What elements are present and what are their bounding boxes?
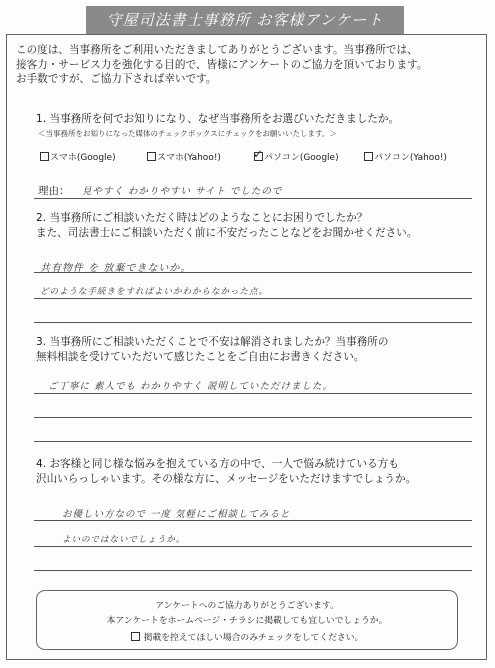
- checkmark-icon: ✓: [253, 147, 264, 161]
- answer-line: [34, 570, 472, 571]
- question-4-line-1: 4. お客様と同じ様な悩みを抱えている方の中で、一人で悩み続けている方も: [36, 458, 399, 470]
- question-1: 1. 当事務所を何でお知りになり、なぜ当事務所をお選びいただきましたか。: [36, 113, 400, 125]
- reason-label: 理由：: [38, 185, 70, 197]
- option-label: スマホ(Google): [50, 153, 116, 163]
- answer-line: [34, 520, 472, 521]
- question-3-line-1: 3. 当事務所にご相談いただくことで不安は解消されましたか？当事務所の: [36, 336, 389, 348]
- question-2-line-2: また、司法書士にご相談いただく前に不安だったことなどをお聞かせください。: [36, 227, 418, 239]
- consent-box: [36, 590, 458, 650]
- footer-thanks: アンケートへのご協力ありがとうございます。: [155, 601, 339, 611]
- option-label: パソコン(Google): [264, 153, 339, 163]
- option-smartphone-yahoo[interactable]: [147, 150, 221, 163]
- option-smartphone-google[interactable]: [40, 150, 116, 163]
- survey-title: 守屋司法書士事務所 お客様アンケート: [106, 11, 384, 29]
- question-2-line-1: 2. 当事務所にご相談いただく時はどのようなことにお困りでしたか？: [36, 212, 368, 224]
- media-options: [32, 147, 472, 168]
- option-pc-yahoo[interactable]: [364, 150, 447, 163]
- answer-line: [34, 417, 472, 418]
- opt-out-label: 掲載を控えてほしい場合のみチェックをしてください。: [143, 633, 364, 643]
- opt-out-checkbox[interactable]: [131, 632, 140, 641]
- question-4-line-2: 沢山いらっしゃいます。その様な方に、メッセージをいただけますでしょうか。: [36, 473, 417, 485]
- answer-line: [34, 298, 472, 299]
- question-4-answer-1: お優しい方なので 一度 気軽にご相談してみると: [62, 509, 291, 520]
- intro-line-2: 接客力・サービス力を強化する目的で、皆様にアンケートのご協力を頂いております。: [16, 58, 428, 71]
- answer-line: [34, 546, 472, 547]
- checkbox[interactable]: [147, 152, 156, 161]
- answer-line: [34, 441, 472, 442]
- answer-line: [34, 198, 472, 199]
- answer-line: [34, 322, 472, 323]
- answer-line: [34, 393, 472, 394]
- option-label: スマホ(Yahoo!): [157, 153, 221, 163]
- question-1-note: ＜当事務所をお知りになった媒体のチェックボックスにチェックをお願いいたします。＞: [38, 129, 337, 138]
- footer-permission: 本アンケートをホームページ・チラシに掲載しても宜しいでしょうか。: [106, 616, 388, 626]
- checkbox[interactable]: [364, 152, 373, 161]
- question-2-answer-2: どのような手続きをすればよいかわからなかった点。: [40, 287, 269, 297]
- question-3-line-2: 無料相談を受けていただいて感じたことをご自由にお書きください。: [36, 351, 365, 363]
- question-4-answer-2: よいのではないでしょうか。: [62, 535, 186, 545]
- option-label: パソコン(Yahoo!): [374, 153, 447, 163]
- intro-text: [16, 43, 486, 87]
- checkbox-checked[interactable]: [253, 147, 264, 161]
- intro-line-3: お手数ですが、ご協力下されば幸いです。: [16, 73, 217, 85]
- question-3-answer-1: ご丁寧に 素人でも わかりやすく 説明していただけました。: [48, 381, 334, 392]
- title-banner: [86, 6, 404, 34]
- reason-answer: 見やすく わかりやすい サイト でしたので: [82, 186, 283, 197]
- intro-line-1: この度は、当事務所をご利用いただきましてありがとうございます。当事務所では、: [16, 44, 418, 56]
- checkbox[interactable]: [40, 152, 49, 161]
- option-pc-google[interactable]: [253, 147, 339, 163]
- footer-opt-out[interactable]: [37, 630, 457, 643]
- answer-line: [34, 272, 472, 273]
- question-2-answer-1: 共有物件 を 放棄できないか。: [40, 263, 192, 274]
